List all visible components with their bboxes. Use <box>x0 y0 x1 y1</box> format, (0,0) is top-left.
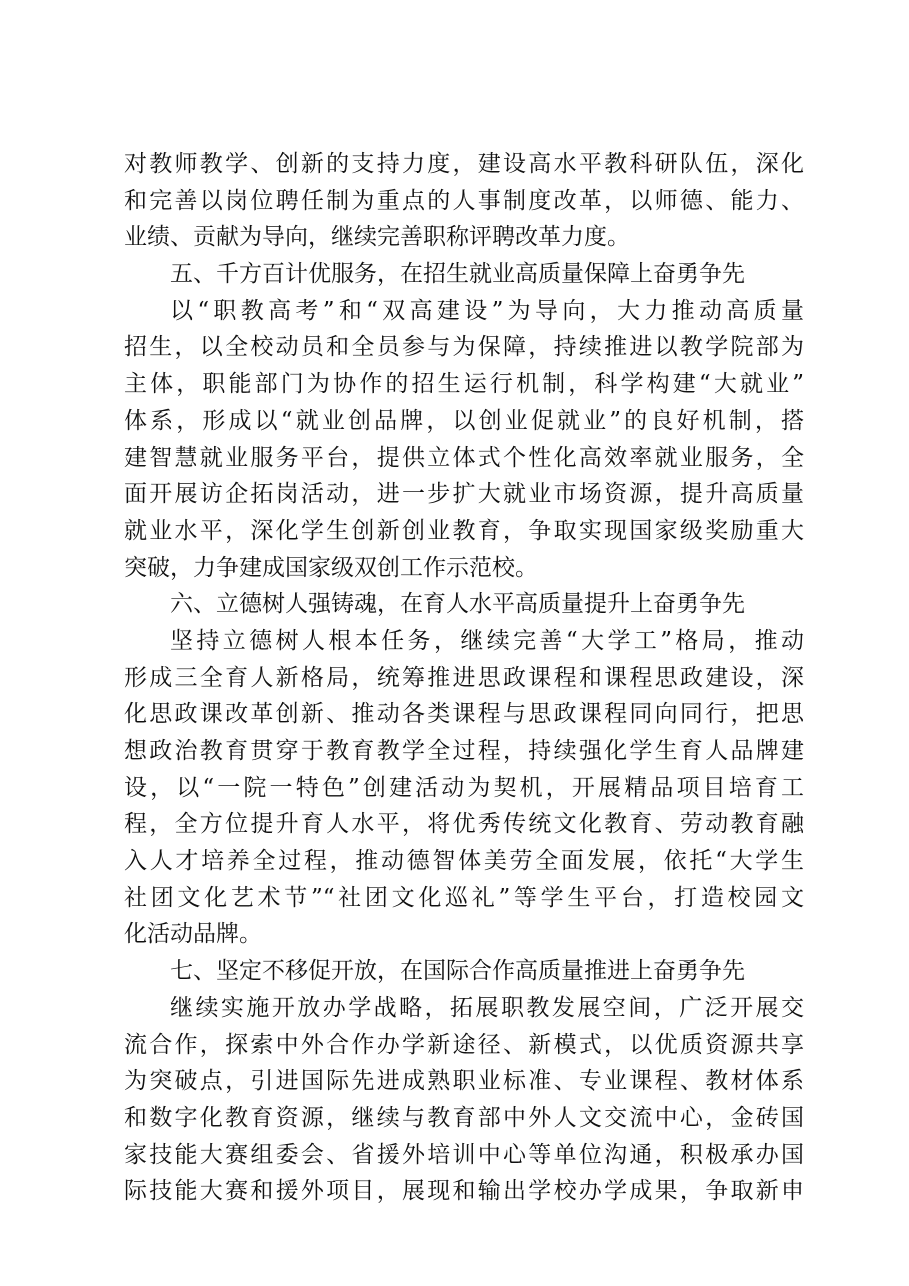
document-body <box>124 146 804 1210</box>
body-text-line: 面开展访企拓岗活动，进一步扩大就业市场资源，提升高质量 <box>124 481 804 508</box>
body-text-line: 设，以“一院一特色”创建活动为契机，开展精品项目培育工 <box>124 774 804 801</box>
body-text-line: 建智慧就业服务平台，提供立体式个性化高效率就业服务，全 <box>124 444 804 471</box>
body-text-line: 和数字化教育资源，继续与教育部中外人文交流中心，金砖国 <box>124 1104 804 1131</box>
body-text-line: 招生，以全校动员和全员参与为保障，持续推进以教学院部为 <box>124 334 804 361</box>
paragraph-last-line: 业绩、贡献为导向，继续完善职称评聘改革力度。 <box>124 224 630 251</box>
body-text-line: 主体，职能部门为协作的招生运行机制，科学构建“大就业” <box>124 371 804 398</box>
body-text-line: 际技能大赛和援外项目，展现和输出学校办学成果，争取新申 <box>124 1178 804 1205</box>
body-text-line: 化思政课改革创新、推动各类课程与思政课程同向同行，把思 <box>124 701 804 728</box>
body-text-line: 形成三全育人新格局，统筹推进思政课程和课程思政建设，深 <box>124 664 804 691</box>
body-text-line: 和完善以岗位聘任制为重点的人事制度改革，以师德、能力、 <box>124 187 804 214</box>
paragraph-first-line: 坚持立德树人根本任务，继续完善“大学工”格局，推动 <box>170 627 804 654</box>
body-text-line: 体系，形成以“就业创品牌，以创业促就业”的良好机制，搭 <box>124 407 804 434</box>
body-text-line: 入人才培养全过程，推动德智体美劳全面发展，依托“大学生 <box>124 848 804 875</box>
body-text-line: 为突破点，引进国际先进成熟职业标准、专业课程、教材体系 <box>124 1068 804 1095</box>
body-text-line: 对教师教学、创新的支持力度，建设高水平教科研队伍，深化 <box>124 151 804 177</box>
paragraph-last-line: 化活动品牌。 <box>124 921 262 948</box>
body-text-line: 想政治教育贯穿于教育教学全过程，持续强化学生育人品牌建 <box>124 738 804 764</box>
body-text-line: 社团文化艺术节”“社团文化巡礼”等学生平台，打造校园文 <box>124 884 804 911</box>
paragraph-last-line: 突破，力争建成国家级双创工作示范校。 <box>124 554 538 581</box>
paragraph-first-line: 继续实施开放办学战略，拓展职教发展空间，广泛开展交 <box>170 994 804 1021</box>
body-text-line: 程，全方位提升育人水平，将优秀传统文化教育、劳动教育融 <box>124 811 804 838</box>
section-heading: 七、坚定不移促开放，在国际合作高质量推进上奋勇争先 <box>170 958 745 985</box>
body-text-line: 家技能大赛组委会、省援外培训中心等单位沟通，积极承办国 <box>124 1141 804 1168</box>
body-text-line: 流合作，探索中外合作办学新途径、新模式，以优质资源共享 <box>124 1031 804 1058</box>
paragraph-first-line: 以“职教高考”和“双高建设”为导向，大力推动高质量 <box>170 297 804 324</box>
section-heading: 五、千方百计优服务，在招生就业高质量保障上奋勇争先 <box>170 261 745 288</box>
body-text-line: 就业水平，深化学生创新创业教育，争取实现国家级奖励重大 <box>124 517 804 544</box>
section-heading: 六、立德树人强铸魂，在育人水平高质量提升上奋勇争先 <box>170 591 745 618</box>
